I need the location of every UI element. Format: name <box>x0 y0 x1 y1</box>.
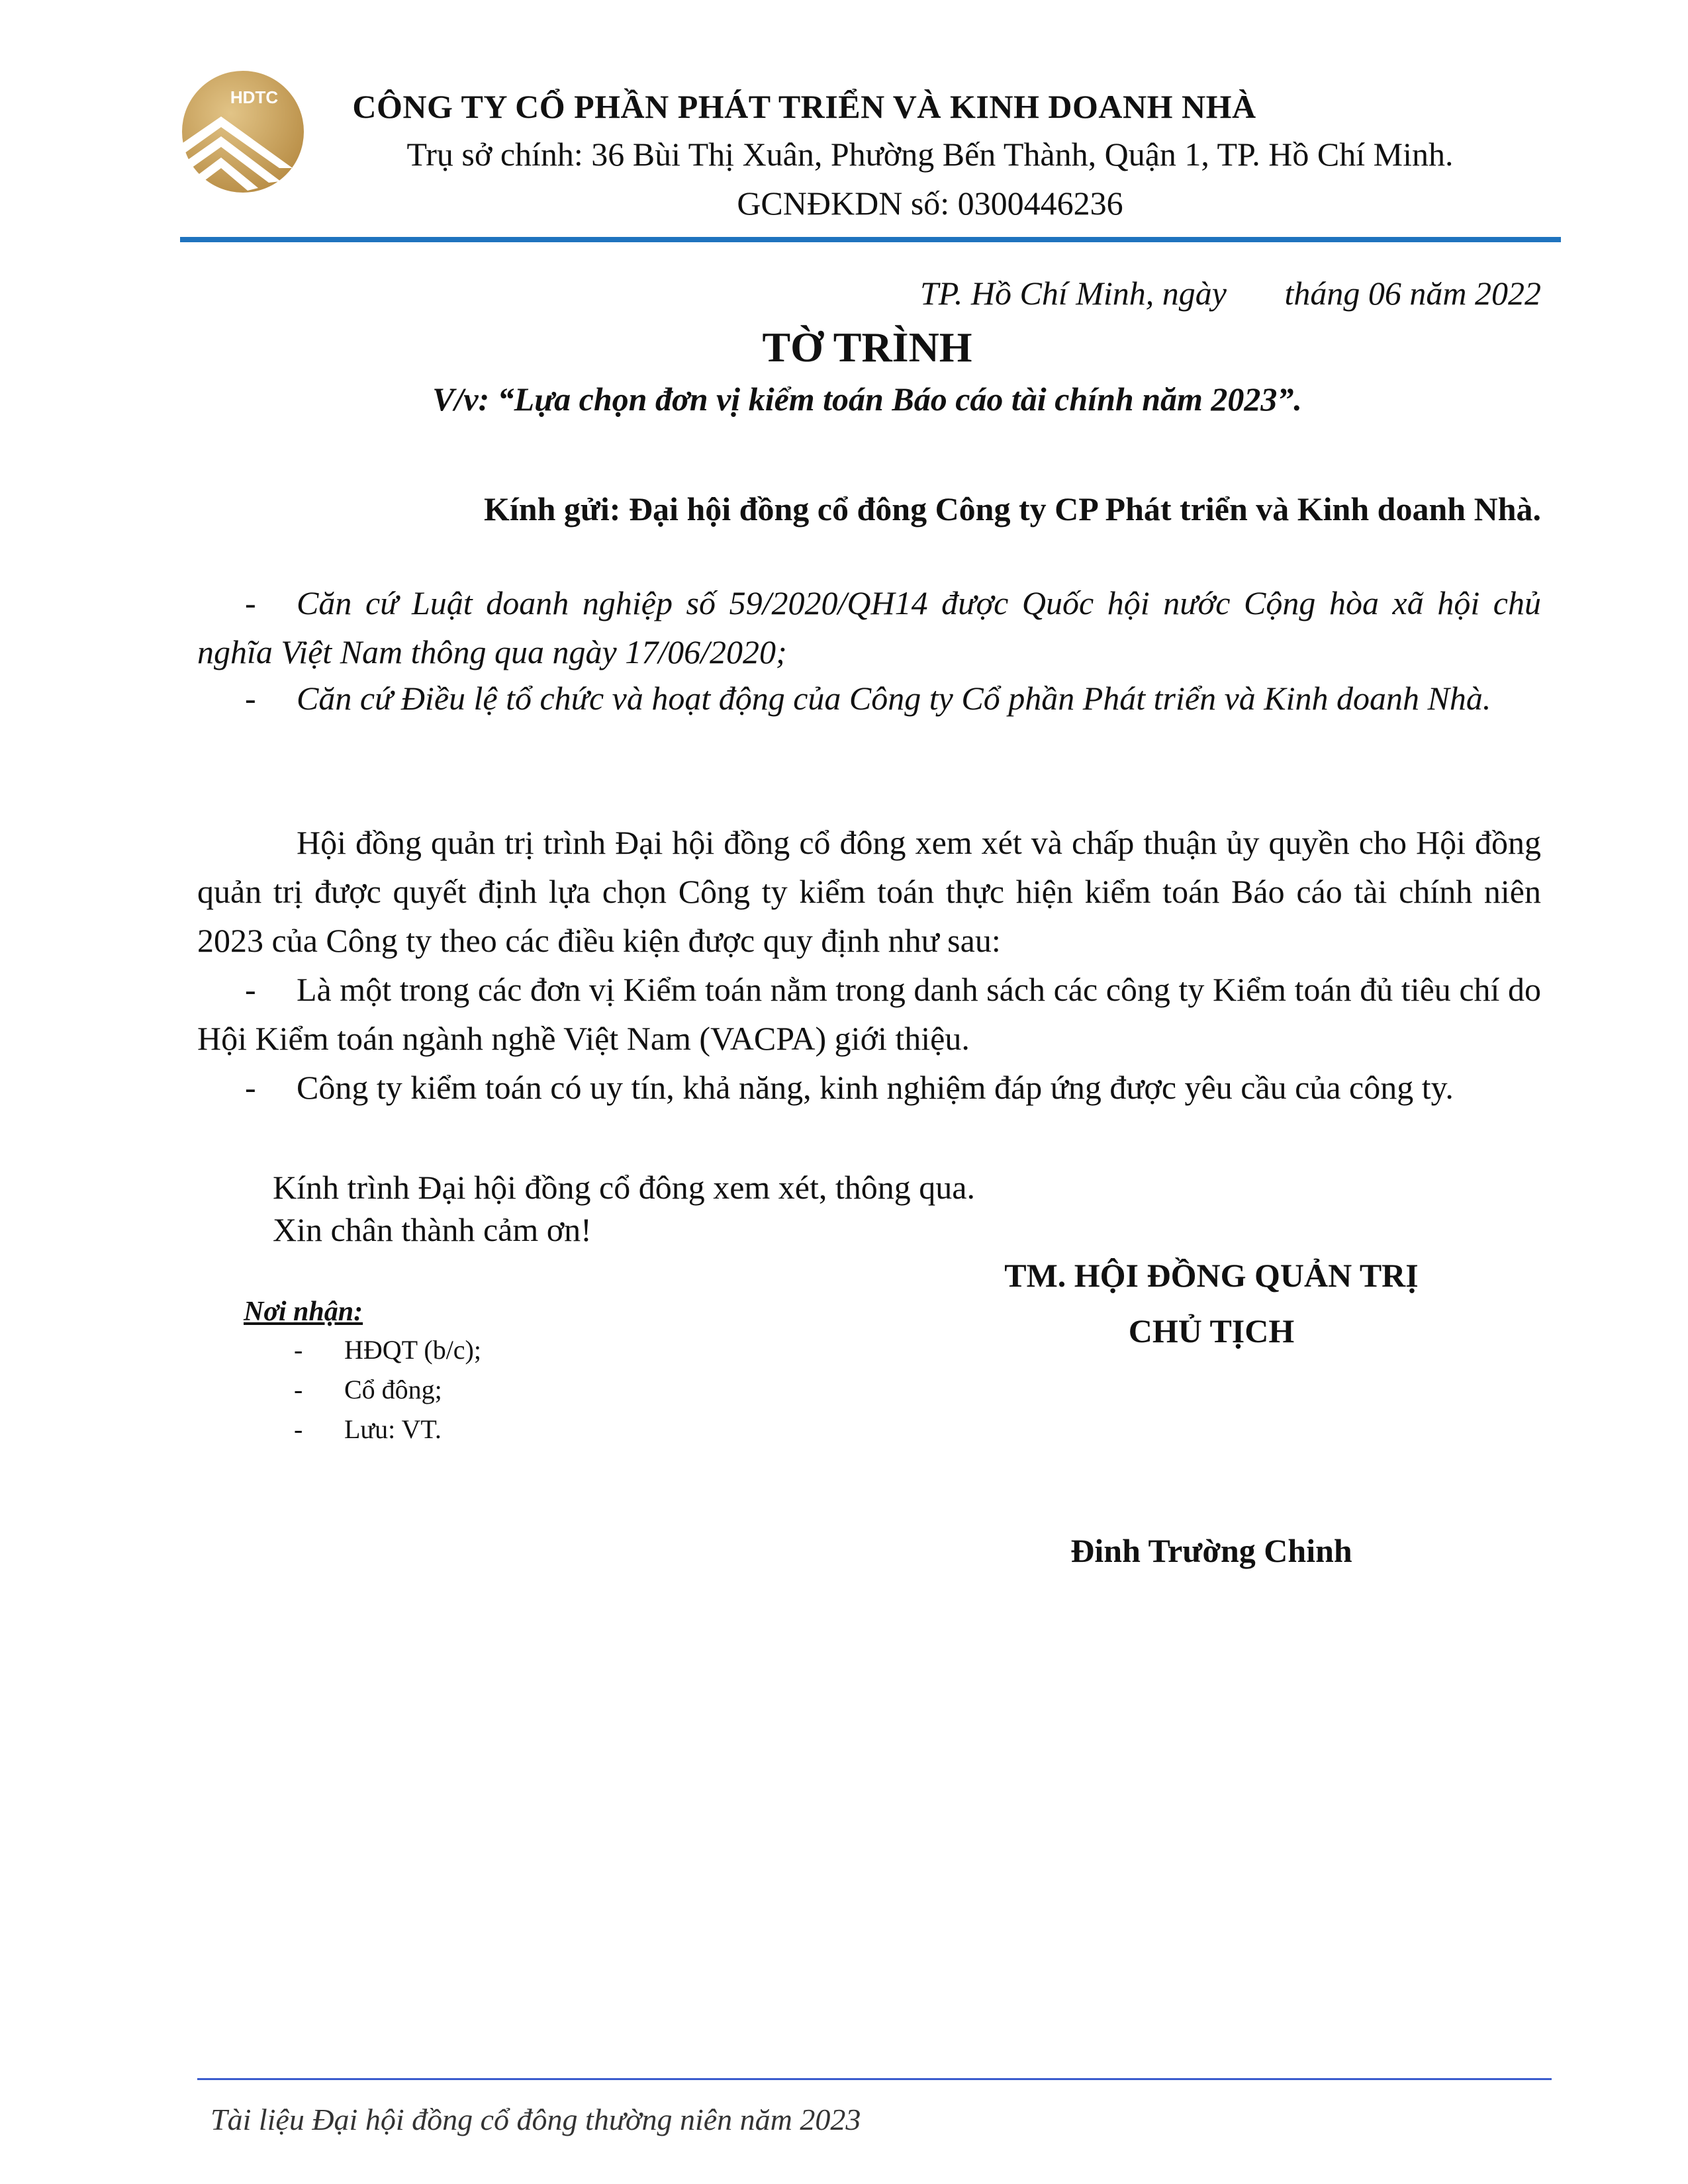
basis-item <box>197 674 1541 723</box>
bullet-dash: - <box>245 680 256 717</box>
page-footer: Tài liệu Đại hội đồng cổ đông thường niên năm 2023 <box>211 2103 861 2136</box>
bullet-dash: - <box>294 1335 303 1365</box>
recipient-item <box>294 1334 481 1365</box>
date-line: TP. Hồ Chí Minh, ngày tháng 06 năm 2022 <box>920 275 1541 312</box>
condition-text: Là một trong các đơn vị Kiểm toán nằm trong danh sách các công ty Kiểm toán đủ tiêu chí do Hội Kiểm toán ngành nghề Việt Nam (VACPA) giới thiệu. <box>197 971 1541 1057</box>
recipient-text: Lưu: VT. <box>344 1414 442 1444</box>
bullet-dash: - <box>245 1069 256 1106</box>
signature-position: CHỦ TỊCH <box>1128 1312 1295 1349</box>
condition-text: Công ty kiểm toán có uy tín, khả năng, kinh nghiệm đáp ứng được yêu cầu của công ty. <box>297 1069 1454 1106</box>
bullet-dash: - <box>245 584 256 621</box>
footer-divider <box>197 2078 1552 2080</box>
recipient-item <box>294 1414 442 1445</box>
logo-text: HDTC <box>230 87 279 107</box>
document-title: TỜ TRÌNH <box>762 324 972 371</box>
intro-paragraph <box>197 818 1541 965</box>
basis-item <box>197 578 1541 676</box>
business-registration: GCNĐKDN số: 0300446236 <box>737 185 1123 222</box>
company-logo <box>180 69 306 195</box>
header-divider <box>180 237 1561 242</box>
bullet-dash: - <box>245 971 256 1008</box>
bullet-dash: - <box>294 1414 303 1444</box>
closing-thanks: Xin chân thành cảm ơn! <box>273 1211 592 1248</box>
basis-text: Căn cứ Luật doanh nghiệp số 59/2020/QH14 được Quốc hội nước Cộng hòa xã hội chủ nghĩa Việt Nam thông qua ngày 17/06/2020; <box>197 584 1541 670</box>
signature-title: TM. HỘI ĐỒNG QUẢN TRỊ <box>1004 1257 1419 1294</box>
basis-text: Căn cứ Điều lệ tổ chức và hoạt động của Công ty Cổ phần Phát triển và Kinh doanh Nhà. <box>297 680 1491 717</box>
closing-request: Kính trình Đại hội đồng cổ đông xem xét, thông qua. <box>273 1169 975 1206</box>
recipient-text: HĐQT (b/c); <box>344 1335 481 1365</box>
condition-item <box>197 965 1541 1063</box>
company-name: CÔNG TY CỔ PHẦN PHÁT TRIỂN VÀ KINH DOANH NHÀ <box>352 88 1256 125</box>
salutation: Kính gửi: Đại hội đồng cổ đông Công ty CP Phát triển và Kinh doanh Nhà. <box>484 490 1541 527</box>
intro-text: Hội đồng quản trị trình Đại hội đồng cổ đông xem xét và chấp thuận ủy quyền cho Hội đồng quản trị được quyết định lựa chọn Công ty kiểm toán thực hiện kiểm toán Báo cáo tài chính niên 2023 của Công ty theo các điều kiện được quy định như sau: <box>197 824 1541 959</box>
recipient-text: Cổ đông; <box>344 1375 442 1404</box>
document-subject: V/v: “Lựa chọn đơn vị kiểm toán Báo cáo tài chính năm 2023”. <box>432 381 1302 418</box>
company-address: Trụ sở chính: 36 Bùi Thị Xuân, Phường Bến Thành, Quận 1, TP. Hồ Chí Minh. <box>406 136 1454 173</box>
bullet-dash: - <box>294 1375 303 1404</box>
condition-item <box>197 1063 1541 1112</box>
signer-name: Đinh Trường Chinh <box>1070 1532 1352 1569</box>
recipient-item <box>294 1374 442 1405</box>
recipients-label: Nơi nhận: <box>244 1297 363 1327</box>
